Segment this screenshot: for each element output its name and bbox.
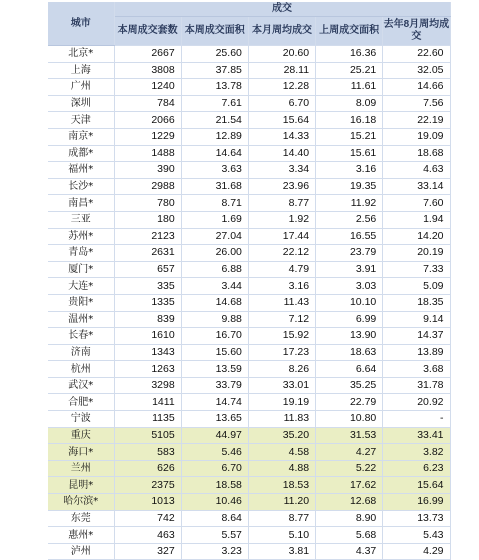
last-week-area-cell: 5.68: [316, 527, 383, 544]
last-week-area-cell: 12.68: [316, 494, 383, 511]
city-cell: 厦门*: [48, 261, 114, 278]
month-weekly-avg-cell: 11.43: [248, 294, 315, 311]
last-year-aug-avg-cell: 19.09: [383, 128, 450, 145]
last-year-aug-avg-cell: 14.66: [383, 79, 450, 96]
city-cell: 海口*: [48, 444, 114, 461]
table-row: [48, 311, 450, 328]
table-row: [48, 278, 450, 295]
city-cell: 青岛*: [48, 245, 114, 262]
city-column-header: 城市: [48, 2, 114, 46]
table-row: [48, 444, 450, 461]
last-year-aug-avg-cell: 16.99: [383, 494, 450, 511]
month-weekly-avg-cell: 3.34: [248, 162, 315, 179]
city-cell: 兰州: [48, 460, 114, 477]
weekly-units-cell: 2066: [114, 112, 181, 129]
weekly-area-cell: 8.64: [181, 510, 248, 527]
month-weekly-avg-cell: 8.77: [248, 510, 315, 527]
last-year-aug-avg-cell: 13.73: [383, 510, 450, 527]
column-header-weekly-units: 本周成交套数: [114, 17, 181, 46]
last-year-aug-avg-cell: 22.60: [383, 46, 450, 63]
weekly-area-cell: 13.78: [181, 79, 248, 96]
weekly-area-cell: 25.60: [181, 46, 248, 63]
last-week-area-cell: 10.10: [316, 294, 383, 311]
city-cell: 福州*: [48, 162, 114, 179]
weekly-area-cell: 37.85: [181, 62, 248, 79]
last-week-area-cell: 4.37: [316, 543, 383, 560]
city-cell: 杭州: [48, 361, 114, 378]
month-weekly-avg-cell: 8.77: [248, 195, 315, 212]
weekly-area-cell: 3.23: [181, 543, 248, 560]
weekly-units-cell: 1411: [114, 394, 181, 411]
last-year-aug-avg-cell: 9.14: [383, 311, 450, 328]
last-week-area-cell: 6.99: [316, 311, 383, 328]
weekly-units-cell: 180: [114, 211, 181, 228]
last-year-aug-avg-cell: 1.94: [383, 211, 450, 228]
city-cell: 东莞: [48, 510, 114, 527]
weekly-area-cell: 31.68: [181, 178, 248, 195]
last-week-area-cell: 6.64: [316, 361, 383, 378]
last-year-aug-avg-cell: 5.09: [383, 278, 450, 295]
last-year-aug-avg-cell: 6.23: [383, 460, 450, 477]
last-week-area-cell: 16.36: [316, 46, 383, 63]
table-row: [48, 328, 450, 345]
weekly-units-cell: 1610: [114, 328, 181, 345]
table-row: [48, 162, 450, 179]
weekly-area-cell: 3.63: [181, 162, 248, 179]
table-row: [48, 79, 450, 96]
city-cell: 哈尔滨*: [48, 494, 114, 511]
last-week-area-cell: 17.62: [316, 477, 383, 494]
last-week-area-cell: 19.35: [316, 178, 383, 195]
last-week-area-cell: 5.22: [316, 460, 383, 477]
last-year-aug-avg-cell: 31.78: [383, 377, 450, 394]
last-year-aug-avg-cell: 4.63: [383, 162, 450, 179]
last-year-aug-avg-cell: 22.19: [383, 112, 450, 129]
last-week-area-cell: 11.61: [316, 79, 383, 96]
city-cell: 昆明*: [48, 477, 114, 494]
table-header: [48, 2, 450, 46]
month-weekly-avg-cell: 23.96: [248, 178, 315, 195]
weekly-units-cell: 2667: [114, 46, 181, 63]
last-year-aug-avg-cell: 3.68: [383, 361, 450, 378]
weekly-area-cell: 3.44: [181, 278, 248, 295]
last-year-aug-avg-cell: 33.41: [383, 427, 450, 444]
weekly-area-cell: 21.54: [181, 112, 248, 129]
last-year-aug-avg-cell: 7.56: [383, 95, 450, 112]
last-week-area-cell: 3.91: [316, 261, 383, 278]
weekly-area-cell: 6.70: [181, 460, 248, 477]
month-weekly-avg-cell: 17.44: [248, 228, 315, 245]
last-week-area-cell: 18.63: [316, 344, 383, 361]
month-weekly-avg-cell: 6.70: [248, 95, 315, 112]
table-row: [48, 543, 450, 560]
city-cell: 温州*: [48, 311, 114, 328]
city-transaction-table: [48, 2, 451, 560]
last-year-aug-avg-cell: 15.64: [383, 477, 450, 494]
weekly-units-cell: 1240: [114, 79, 181, 96]
month-weekly-avg-cell: 22.12: [248, 245, 315, 262]
last-year-aug-avg-cell: 4.29: [383, 543, 450, 560]
weekly-area-cell: 9.88: [181, 311, 248, 328]
month-weekly-avg-cell: 19.19: [248, 394, 315, 411]
column-header-last-year-aug-avg: 去年8月周均成交: [383, 17, 450, 46]
city-transaction-table-container: [48, 2, 450, 560]
column-header-weekly-area: 本周成交面积: [181, 17, 248, 46]
month-weekly-avg-cell: 4.79: [248, 261, 315, 278]
weekly-area-cell: 18.58: [181, 477, 248, 494]
last-week-area-cell: 11.92: [316, 195, 383, 212]
weekly-units-cell: 583: [114, 444, 181, 461]
city-cell: 大连*: [48, 278, 114, 295]
weekly-area-cell: 5.46: [181, 444, 248, 461]
weekly-units-cell: 780: [114, 195, 181, 212]
last-year-aug-avg-cell: 13.89: [383, 344, 450, 361]
city-cell: 成都*: [48, 145, 114, 162]
weekly-units-cell: 2631: [114, 245, 181, 262]
last-week-area-cell: 25.21: [316, 62, 383, 79]
weekly-units-cell: 5105: [114, 427, 181, 444]
weekly-area-cell: 10.46: [181, 494, 248, 511]
table-row: [48, 460, 450, 477]
table-row: [48, 195, 450, 212]
city-cell: 上海: [48, 62, 114, 79]
weekly-units-cell: 1013: [114, 494, 181, 511]
city-cell: 济南: [48, 344, 114, 361]
city-cell: 深圳: [48, 95, 114, 112]
last-year-aug-avg-cell: 32.05: [383, 62, 450, 79]
weekly-units-cell: 1343: [114, 344, 181, 361]
weekly-units-cell: 1335: [114, 294, 181, 311]
city-cell: 合肥*: [48, 394, 114, 411]
month-weekly-avg-cell: 11.83: [248, 411, 315, 428]
last-week-area-cell: 35.25: [316, 377, 383, 394]
weekly-area-cell: 6.88: [181, 261, 248, 278]
last-year-aug-avg-cell: 14.20: [383, 228, 450, 245]
last-year-aug-avg-cell: -: [383, 411, 450, 428]
last-year-aug-avg-cell: 18.68: [383, 145, 450, 162]
transaction-group-header: 成交: [114, 2, 450, 17]
last-year-aug-avg-cell: 3.82: [383, 444, 450, 461]
month-weekly-avg-cell: 20.60: [248, 46, 315, 63]
weekly-units-cell: 335: [114, 278, 181, 295]
city-cell: 苏州*: [48, 228, 114, 245]
weekly-area-cell: 33.79: [181, 377, 248, 394]
month-weekly-avg-cell: 4.58: [248, 444, 315, 461]
weekly-area-cell: 1.69: [181, 211, 248, 228]
weekly-area-cell: 15.60: [181, 344, 248, 361]
table-row: [48, 510, 450, 527]
weekly-units-cell: 3298: [114, 377, 181, 394]
weekly-units-cell: 1229: [114, 128, 181, 145]
table-row: [48, 62, 450, 79]
last-week-area-cell: 8.90: [316, 510, 383, 527]
weekly-area-cell: 14.74: [181, 394, 248, 411]
table-row: [48, 261, 450, 278]
last-week-area-cell: 3.16: [316, 162, 383, 179]
last-year-aug-avg-cell: 7.33: [383, 261, 450, 278]
city-cell: 贵阳*: [48, 294, 114, 311]
table-row: [48, 245, 450, 262]
weekly-area-cell: 14.68: [181, 294, 248, 311]
weekly-area-cell: 5.57: [181, 527, 248, 544]
weekly-units-cell: 1135: [114, 411, 181, 428]
weekly-units-cell: 1263: [114, 361, 181, 378]
weekly-units-cell: 839: [114, 311, 181, 328]
last-week-area-cell: 2.56: [316, 211, 383, 228]
month-weekly-avg-cell: 3.16: [248, 278, 315, 295]
weekly-units-cell: 1488: [114, 145, 181, 162]
city-cell: 宁波: [48, 411, 114, 428]
weekly-area-cell: 44.97: [181, 427, 248, 444]
last-year-aug-avg-cell: 14.37: [383, 328, 450, 345]
month-weekly-avg-cell: 3.81: [248, 543, 315, 560]
city-cell: 武汉*: [48, 377, 114, 394]
weekly-units-cell: 2375: [114, 477, 181, 494]
city-cell: 南昌*: [48, 195, 114, 212]
table-row: [48, 477, 450, 494]
weekly-units-cell: 2988: [114, 178, 181, 195]
city-cell: 重庆: [48, 427, 114, 444]
last-year-aug-avg-cell: 18.35: [383, 294, 450, 311]
month-weekly-avg-cell: 1.92: [248, 211, 315, 228]
table-row: [48, 112, 450, 129]
weekly-area-cell: 13.59: [181, 361, 248, 378]
table-row: [48, 128, 450, 145]
table-row: [48, 394, 450, 411]
city-cell: 北京*: [48, 46, 114, 63]
city-cell: 惠州*: [48, 527, 114, 544]
city-cell: 广州: [48, 79, 114, 96]
last-week-area-cell: 31.53: [316, 427, 383, 444]
month-weekly-avg-cell: 8.26: [248, 361, 315, 378]
table-row: [48, 344, 450, 361]
table-row: [48, 178, 450, 195]
weekly-area-cell: 12.89: [181, 128, 248, 145]
table-row: [48, 377, 450, 394]
table-row: [48, 95, 450, 112]
city-cell: 三亚: [48, 211, 114, 228]
weekly-units-cell: 327: [114, 543, 181, 560]
month-weekly-avg-cell: 14.40: [248, 145, 315, 162]
last-year-aug-avg-cell: 7.60: [383, 195, 450, 212]
city-cell: 天津: [48, 112, 114, 129]
weekly-area-cell: 16.70: [181, 328, 248, 345]
last-year-aug-avg-cell: 33.14: [383, 178, 450, 195]
last-year-aug-avg-cell: 20.92: [383, 394, 450, 411]
month-weekly-avg-cell: 17.23: [248, 344, 315, 361]
weekly-units-cell: 657: [114, 261, 181, 278]
weekly-units-cell: 3808: [114, 62, 181, 79]
last-week-area-cell: 23.79: [316, 245, 383, 262]
table-row: [48, 361, 450, 378]
weekly-units-cell: 784: [114, 95, 181, 112]
weekly-area-cell: 26.00: [181, 245, 248, 262]
month-weekly-avg-cell: 12.28: [248, 79, 315, 96]
weekly-units-cell: 390: [114, 162, 181, 179]
last-week-area-cell: 16.55: [316, 228, 383, 245]
city-cell: 长春*: [48, 328, 114, 345]
month-weekly-avg-cell: 18.53: [248, 477, 315, 494]
table-row: [48, 527, 450, 544]
city-cell: 泸州: [48, 543, 114, 560]
weekly-units-cell: 463: [114, 527, 181, 544]
month-weekly-avg-cell: 4.88: [248, 460, 315, 477]
table-row: [48, 494, 450, 511]
weekly-area-cell: 7.61: [181, 95, 248, 112]
month-weekly-avg-cell: 7.12: [248, 311, 315, 328]
table-row: [48, 294, 450, 311]
month-weekly-avg-cell: 14.33: [248, 128, 315, 145]
last-week-area-cell: 22.79: [316, 394, 383, 411]
last-week-area-cell: 8.09: [316, 95, 383, 112]
month-weekly-avg-cell: 35.20: [248, 427, 315, 444]
last-year-aug-avg-cell: 20.19: [383, 245, 450, 262]
table-row: [48, 46, 450, 63]
last-week-area-cell: 16.18: [316, 112, 383, 129]
last-week-area-cell: 15.21: [316, 128, 383, 145]
table-row: [48, 411, 450, 428]
weekly-units-cell: 742: [114, 510, 181, 527]
month-weekly-avg-cell: 5.10: [248, 527, 315, 544]
weekly-units-cell: 626: [114, 460, 181, 477]
last-week-area-cell: 4.27: [316, 444, 383, 461]
table-row: [48, 145, 450, 162]
last-week-area-cell: 3.03: [316, 278, 383, 295]
column-header-month-weekly-avg: 本月周均成交: [248, 17, 315, 46]
weekly-area-cell: 13.65: [181, 411, 248, 428]
month-weekly-avg-cell: 15.92: [248, 328, 315, 345]
column-header-last-week-area: 上周成交面积: [316, 17, 383, 46]
last-week-area-cell: 10.80: [316, 411, 383, 428]
weekly-area-cell: 8.71: [181, 195, 248, 212]
table-row: [48, 228, 450, 245]
month-weekly-avg-cell: 15.64: [248, 112, 315, 129]
weekly-units-cell: 2123: [114, 228, 181, 245]
city-cell: 长沙*: [48, 178, 114, 195]
table-row: [48, 427, 450, 444]
month-weekly-avg-cell: 33.01: [248, 377, 315, 394]
weekly-area-cell: 14.64: [181, 145, 248, 162]
last-week-area-cell: 13.90: [316, 328, 383, 345]
last-week-area-cell: 15.61: [316, 145, 383, 162]
table-body: [48, 46, 450, 560]
table-row: [48, 211, 450, 228]
last-year-aug-avg-cell: 5.43: [383, 527, 450, 544]
city-cell: 南京*: [48, 128, 114, 145]
weekly-area-cell: 27.04: [181, 228, 248, 245]
month-weekly-avg-cell: 11.20: [248, 494, 315, 511]
month-weekly-avg-cell: 28.11: [248, 62, 315, 79]
